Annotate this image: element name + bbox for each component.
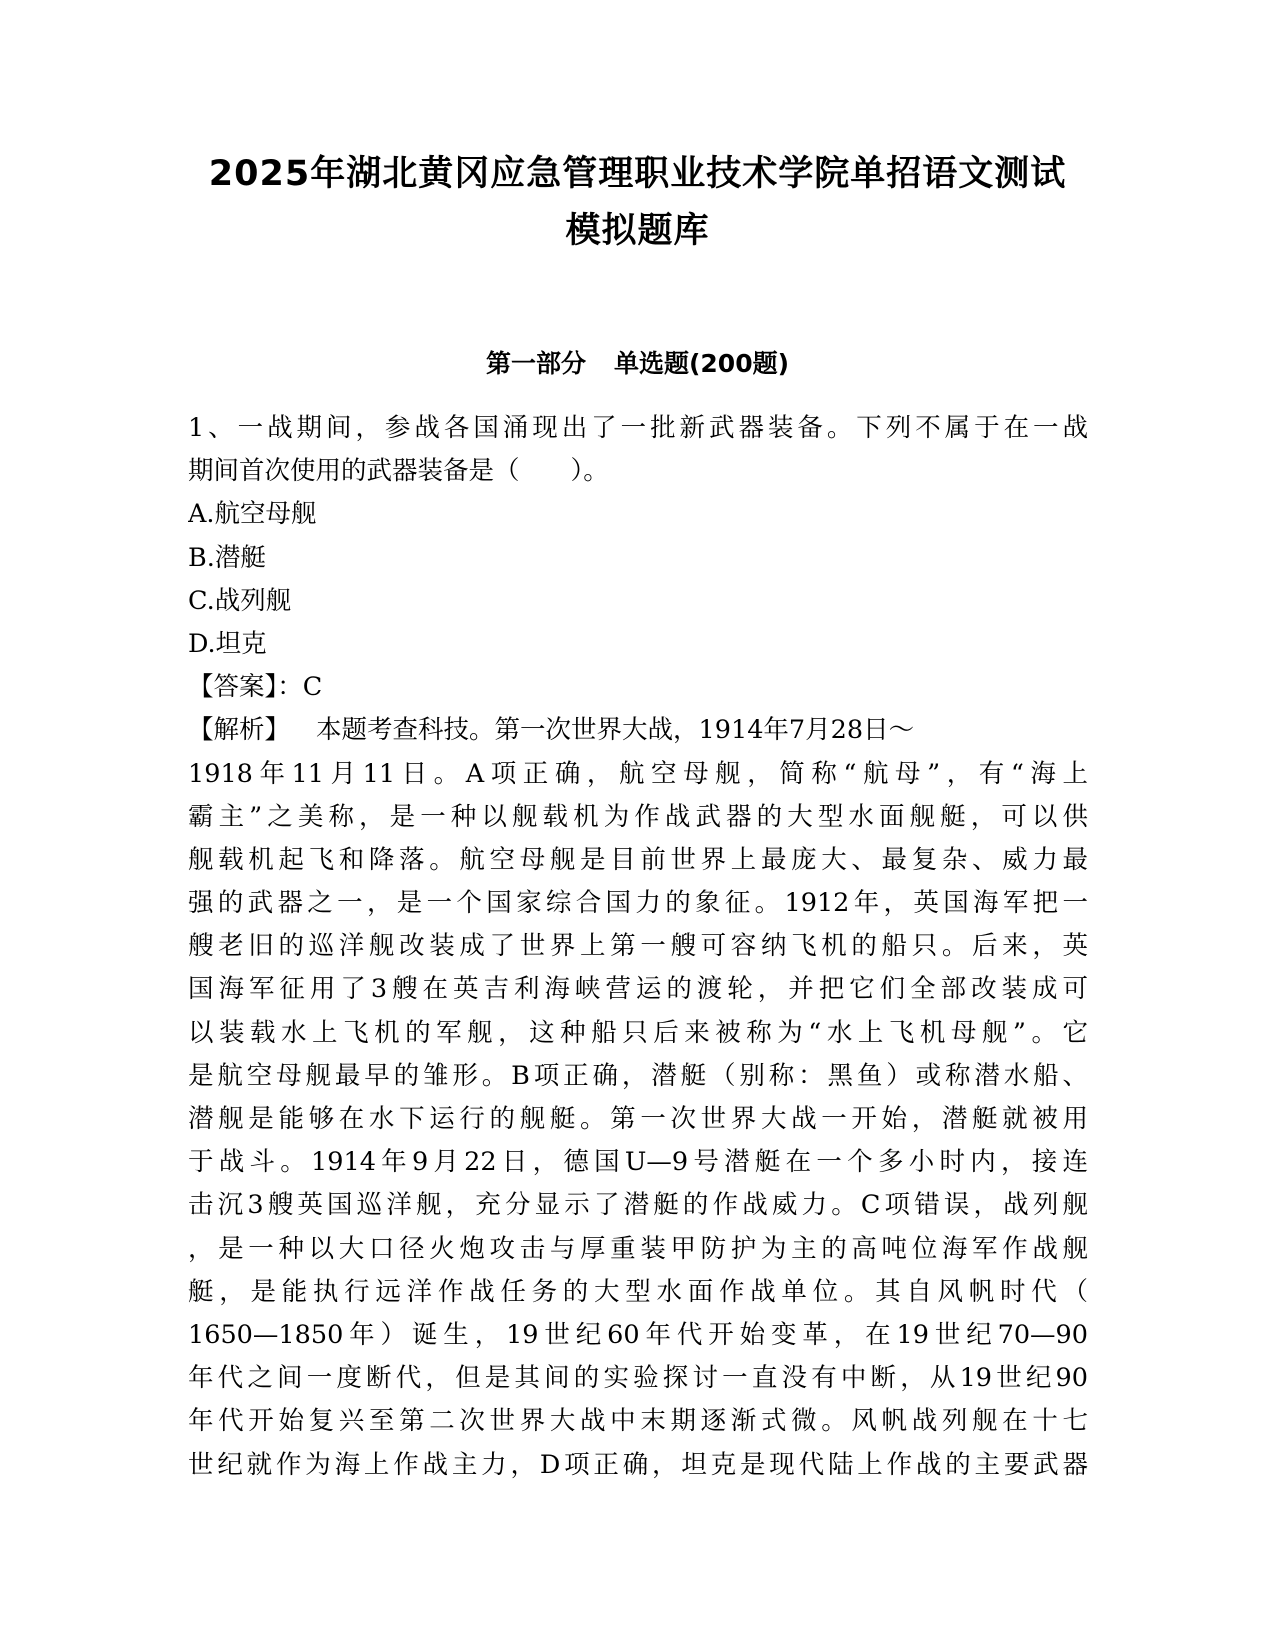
analysis-text-line: 国海军征用了3艘在英吉利海峡营运的渡轮，并把它们全部改装成可: [188, 974, 1088, 1005]
answer-label: 【答案】：: [188, 672, 303, 703]
analysis-text-line: 艘老旧的巡洋舰改装成了世界上第一艘可容纳飞机的船只。后来，英: [188, 931, 1088, 962]
analysis-text-line: 1650—1850年）诞生，19世纪60年代开始变革，在19世纪70—90: [188, 1319, 1088, 1350]
question-stem-line: 期间首次使用的武器装备是（ ）。: [188, 456, 609, 487]
analysis-text-line: 击沉3艘英国巡洋舰，充分显示了潜艇的作战威力。C项错误，战列舰: [188, 1190, 1088, 1221]
question-block: [188, 407, 1088, 1487]
analysis-text-line: 是航空母舰最早的雏形。B项正确，潜艇（别称：黑鱼）或称潜水船、: [188, 1060, 1088, 1091]
option-a: A.航空母舰: [188, 499, 317, 530]
answer-line: [188, 666, 1088, 709]
option-c: C.战列舰: [188, 585, 292, 616]
analysis-text-line: 年代之间一度断代，但是其间的实验探讨一直没有中断，从19世纪90: [188, 1363, 1088, 1394]
section-heading-label: 单选题(200题): [613, 349, 790, 378]
analysis-label: 【解析】: [188, 715, 291, 746]
analysis-first-line: [188, 709, 1088, 752]
analysis-text-line: ，是一种以大口径火炮攻击与厚重装甲防护为主的高吨位海军作战舰: [188, 1233, 1088, 1264]
analysis-text-line: 潜舰是能够在水下运行的舰艇。第一次世界大战一开始，潜艇就被用: [188, 1104, 1088, 1134]
analysis-text-line: 于战斗。1914年9月22日，德国U—9号潜艇在一个多小时内，接连: [188, 1147, 1088, 1178]
section-heading: [160, 344, 1115, 384]
analysis-text-line: 1918年11月11日。A项正确，航空母舰，简称“航母”，有“海上: [188, 758, 1088, 789]
analysis-text-line: 以装载水上飞机的军舰，这种船只后来被称为“水上飞机母舰”。它: [188, 1017, 1088, 1048]
analysis-text-line: 艇，是能执行远洋作战任务的大型水面作战单位。其自风帆时代（: [188, 1276, 1088, 1307]
document-title-line-2: 模拟题库: [565, 211, 710, 251]
analysis-text-line: 舰载机起飞和降落。航空母舰是目前世界上最庞大、最复杂、威力最: [188, 844, 1088, 875]
section-heading-part: 第一部分: [485, 349, 586, 378]
answer-value: C: [302, 672, 323, 703]
analysis-text-line: 强的武器之一，是一个国家综合国力的象征。1912年，英国海军把一: [188, 888, 1088, 919]
question-stem-line: 1、一战期间，参战各国涌现出了一批新武器装备。下列不属于在一战: [188, 413, 1088, 443]
option-b: B.潜艇: [188, 542, 266, 573]
option-d: D.坦克: [188, 628, 267, 659]
analysis-text-line: 世纪就作为海上作战主力，D项正确，坦克是现代陆上作战的主要武器: [188, 1449, 1088, 1480]
analysis-text-line: 本题考查科技。第一次世界大战，1914年7月28日～: [316, 715, 915, 746]
document-title-line-1: 2025年湖北黄冈应急管理职业技术学院单招语文测试: [208, 154, 1067, 194]
analysis-text-line: 年代开始复兴至第二次世界大战中末期逐渐式微。风帆战列舰在十七: [188, 1406, 1088, 1437]
analysis-text-line: 霸主”之美称，是一种以舰载机为作战武器的大型水面舰艇，可以供: [188, 801, 1088, 832]
